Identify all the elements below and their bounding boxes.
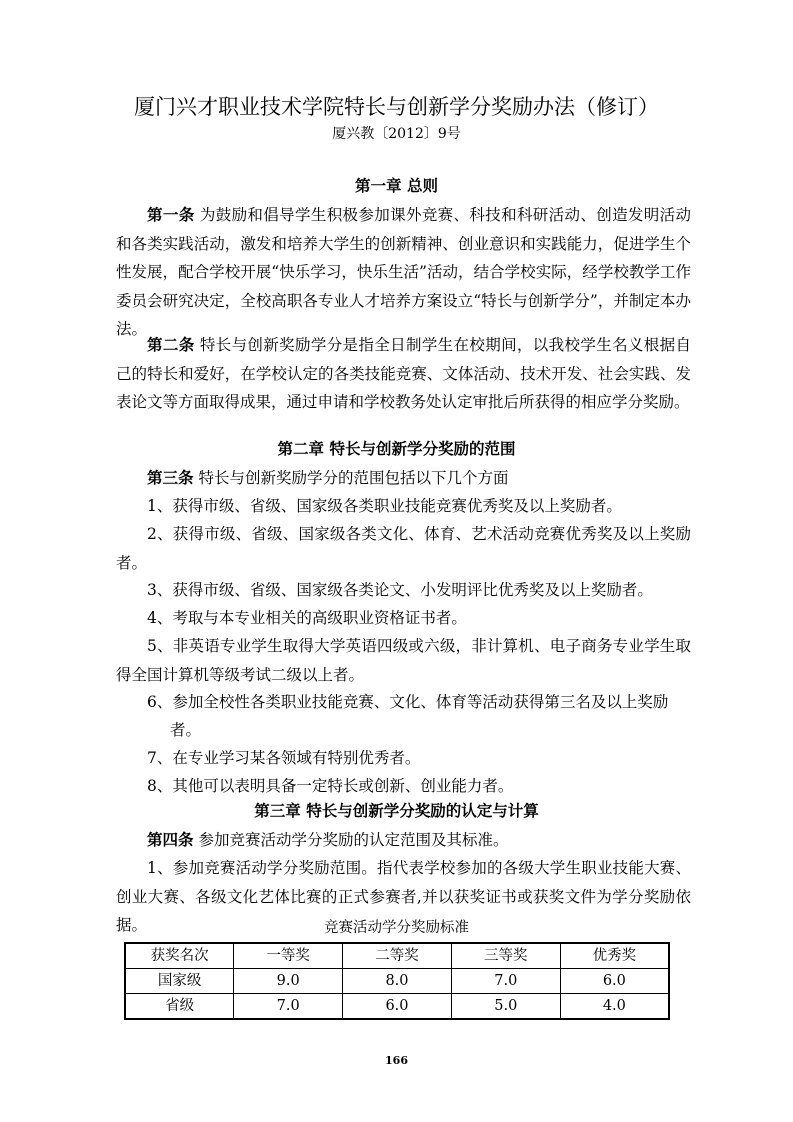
table-cell: 省级 (125, 994, 234, 1020)
table-row (125, 994, 669, 1020)
document-title: 厦门兴才职业技术学院特长与创新学分奖励办法（修订） (134, 95, 659, 119)
chapter-2-heading: 第二章 特长与创新学分奖励的范围 (277, 440, 516, 458)
article-1 (116, 201, 691, 344)
chapter-1-heading: 第一章 总则 (355, 177, 438, 195)
table-cell: 9.0 (234, 969, 343, 994)
article-1-label: 第一条 (147, 206, 195, 224)
list-item: 6、参加全校性各类职业技能竞赛、文化、体育等活动获得第三名及以上奖励 (147, 693, 669, 711)
article-3-text: 特长与创新奖励学分的范围包括以下几个方面 (193, 469, 509, 487)
list-item: 2、获得市级、省级、国家级各类文化、体育、艺术活动竞赛优秀奖及以上奖励者。 (116, 525, 691, 572)
table-cell: 6.0 (560, 969, 669, 994)
award-standards-table (124, 942, 670, 1020)
table-row (125, 969, 669, 994)
document-number: 厦兴教〔2012〕9号 (332, 126, 461, 142)
table-header-cell: 二等奖 (343, 943, 452, 969)
table-cell: 7.0 (234, 994, 343, 1020)
article-4-item-1: 1、参加竞赛活动学分奖励范围。指代表学校参加的各级大学生职业技能大赛、创业大赛、各级文化艺体比赛的正式参赛者,并以获奖证书或获奖文件为学分奖励依据。 (116, 859, 691, 935)
list-item: 1、获得市级、省级、国家级各类职业技能竞赛优秀奖及以上奖励者。 (147, 497, 622, 515)
table-cell: 6.0 (343, 994, 452, 1020)
table-header-cell: 一等奖 (234, 943, 343, 969)
chapter-3-heading: 第三章 特长与创新学分奖励的认定与计算 (254, 802, 539, 820)
list-item: 4、考取与本专业相关的高级职业资格证书者。 (147, 609, 467, 627)
table-header-cell: 优秀奖 (560, 943, 669, 969)
article-4 (116, 826, 691, 855)
table-cell: 国家级 (125, 969, 234, 994)
table-header-row (125, 943, 669, 969)
article-4-text: 参加竞赛活动学分奖励的认定范围及其标准。 (193, 831, 509, 849)
list-item: 8、其他可以表明具备一定特长或创新、创业能力者。 (147, 777, 514, 795)
list-item: 3、获得市级、省级、国家级各类论文、小发明评比优秀奖及以上奖励者。 (147, 581, 653, 599)
article-3 (116, 464, 691, 493)
table-cell: 8.0 (343, 969, 452, 994)
table-caption: 竞赛活动学分奖励标准 (324, 920, 469, 936)
list-item: 5、非英语专业学生取得大学英语四级或六级，非计算机、电子商务专业学生取得全国计算机等级考试二级以上者。 (116, 637, 691, 684)
page-number: 166 (385, 1054, 408, 1067)
table-cell: 5.0 (451, 994, 560, 1020)
article-2 (116, 331, 691, 417)
article-2-label: 第二条 (147, 336, 195, 354)
article-1-text: 为鼓励和倡导学生积极参加课外竞赛、科技和科研活动、创造发明活动和各类实践活动，激发和培养大学生的创新精神、创业意识和实践能力，促进学生个性发展，配合学校开展“快乐学习，快乐生活”活动，结合学校实际，经学校教学工作委员会研究决定，全校高职各专业人才培养方案设立“特长与创新学分”，并制定本办法。 (116, 206, 691, 339)
list-item: 7、在专业学习某各领域有特别优秀者。 (147, 749, 421, 767)
table-cell: 7.0 (451, 969, 560, 994)
article-4-label: 第四条 (147, 831, 194, 849)
table-header-cell: 获奖名次 (125, 943, 234, 969)
article-2-text: 特长与创新奖励学分是指全日制学生在校期间，以我校学生名义根据自己的特长和爱好，在学校认定的各类技能竞赛、文体活动、技术开发、社会实践、发表论文等方面取得成果，通过申请和学校教务处认定审批后所获得的相应学分奖励。 (116, 336, 691, 412)
table-cell: 4.0 (560, 994, 669, 1020)
table-header-cell: 三等奖 (451, 943, 560, 969)
list-item-continuation: 者。 (170, 721, 202, 739)
article-3-label: 第三条 (147, 469, 194, 487)
